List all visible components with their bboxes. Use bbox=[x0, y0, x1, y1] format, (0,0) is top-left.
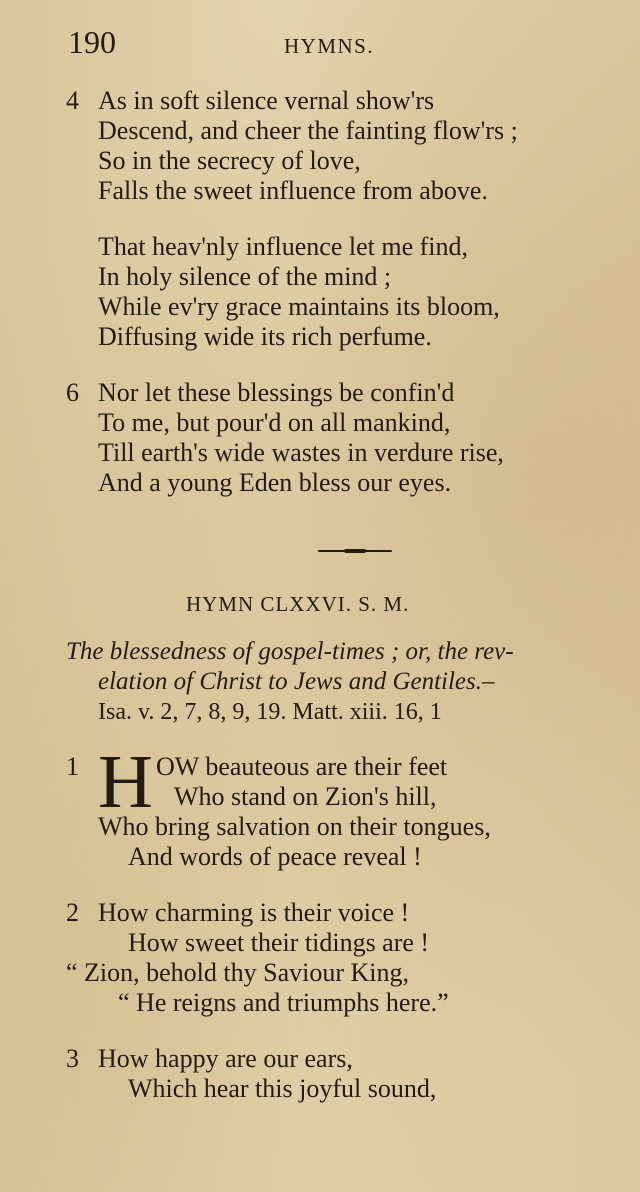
verse-line: How happy are our ears, bbox=[98, 1044, 353, 1073]
verse-line: “ Zion, behold thy Saviour King, bbox=[66, 958, 410, 987]
stanza-number: 1 bbox=[66, 752, 79, 781]
verse-line: Descend, and cheer the fainting flow'rs ; bbox=[98, 116, 518, 145]
verse-line: And words of peace reveal ! bbox=[128, 842, 422, 871]
verse-line: How charming is their voice ! bbox=[98, 898, 410, 927]
verse-line: “ He reigns and triumphs here.” bbox=[118, 988, 449, 1017]
stanza-number: 3 bbox=[66, 1044, 79, 1073]
verse-line: Who stand on Zion's hill, bbox=[174, 782, 437, 811]
verse-line: Falls the sweet influence from above. bbox=[98, 176, 488, 205]
verse-line: So in the secrecy of love, bbox=[98, 146, 361, 175]
page-number: 190 bbox=[68, 24, 116, 60]
verse-line: Diffusing wide its rich perfume. bbox=[98, 322, 432, 351]
running-title: HYMNS. bbox=[284, 34, 375, 58]
verse-line: That heav'nly influence let me find, bbox=[98, 232, 468, 261]
stanza-number: 2 bbox=[66, 898, 79, 927]
scripture-reference: Isa. v. 2, 7, 8, 9, 19. Matt. xiii. 16, 1 bbox=[98, 699, 442, 725]
subtitle-line: elation of Christ to Jews and Gentiles.– bbox=[98, 668, 495, 695]
verse-line: While ev'ry grace maintains its bloom, bbox=[98, 292, 500, 321]
verse-line: Nor let these blessings be confin'd bbox=[98, 378, 455, 407]
subtitle-line: The blessedness of gospel-times ; or, the rev- bbox=[66, 638, 514, 665]
section-divider bbox=[318, 549, 392, 553]
verse-line: How sweet their tidings are ! bbox=[128, 928, 430, 957]
verse-line: In holy silence of the mind ; bbox=[98, 262, 392, 291]
verse-line: OW beauteous are their feet bbox=[156, 752, 448, 781]
stanza-number: 6 bbox=[66, 378, 79, 407]
verse-line: And a young Eden bless our eyes. bbox=[98, 468, 452, 497]
drop-cap: H bbox=[98, 740, 153, 824]
hymn-title: HYMN CLXXVI. S. M. bbox=[186, 592, 410, 616]
verse-line: Who bring salvation on their tongues, bbox=[98, 812, 491, 841]
verse-line: To me, but pour'd on all mankind, bbox=[98, 408, 451, 437]
stanza-number: 4 bbox=[66, 86, 79, 115]
verse-line: Which hear this joyful sound, bbox=[128, 1074, 437, 1103]
verse-line: As in soft silence vernal show'rs bbox=[98, 86, 435, 115]
verse-line: Till earth's wide wastes in verdure rise, bbox=[98, 438, 504, 467]
